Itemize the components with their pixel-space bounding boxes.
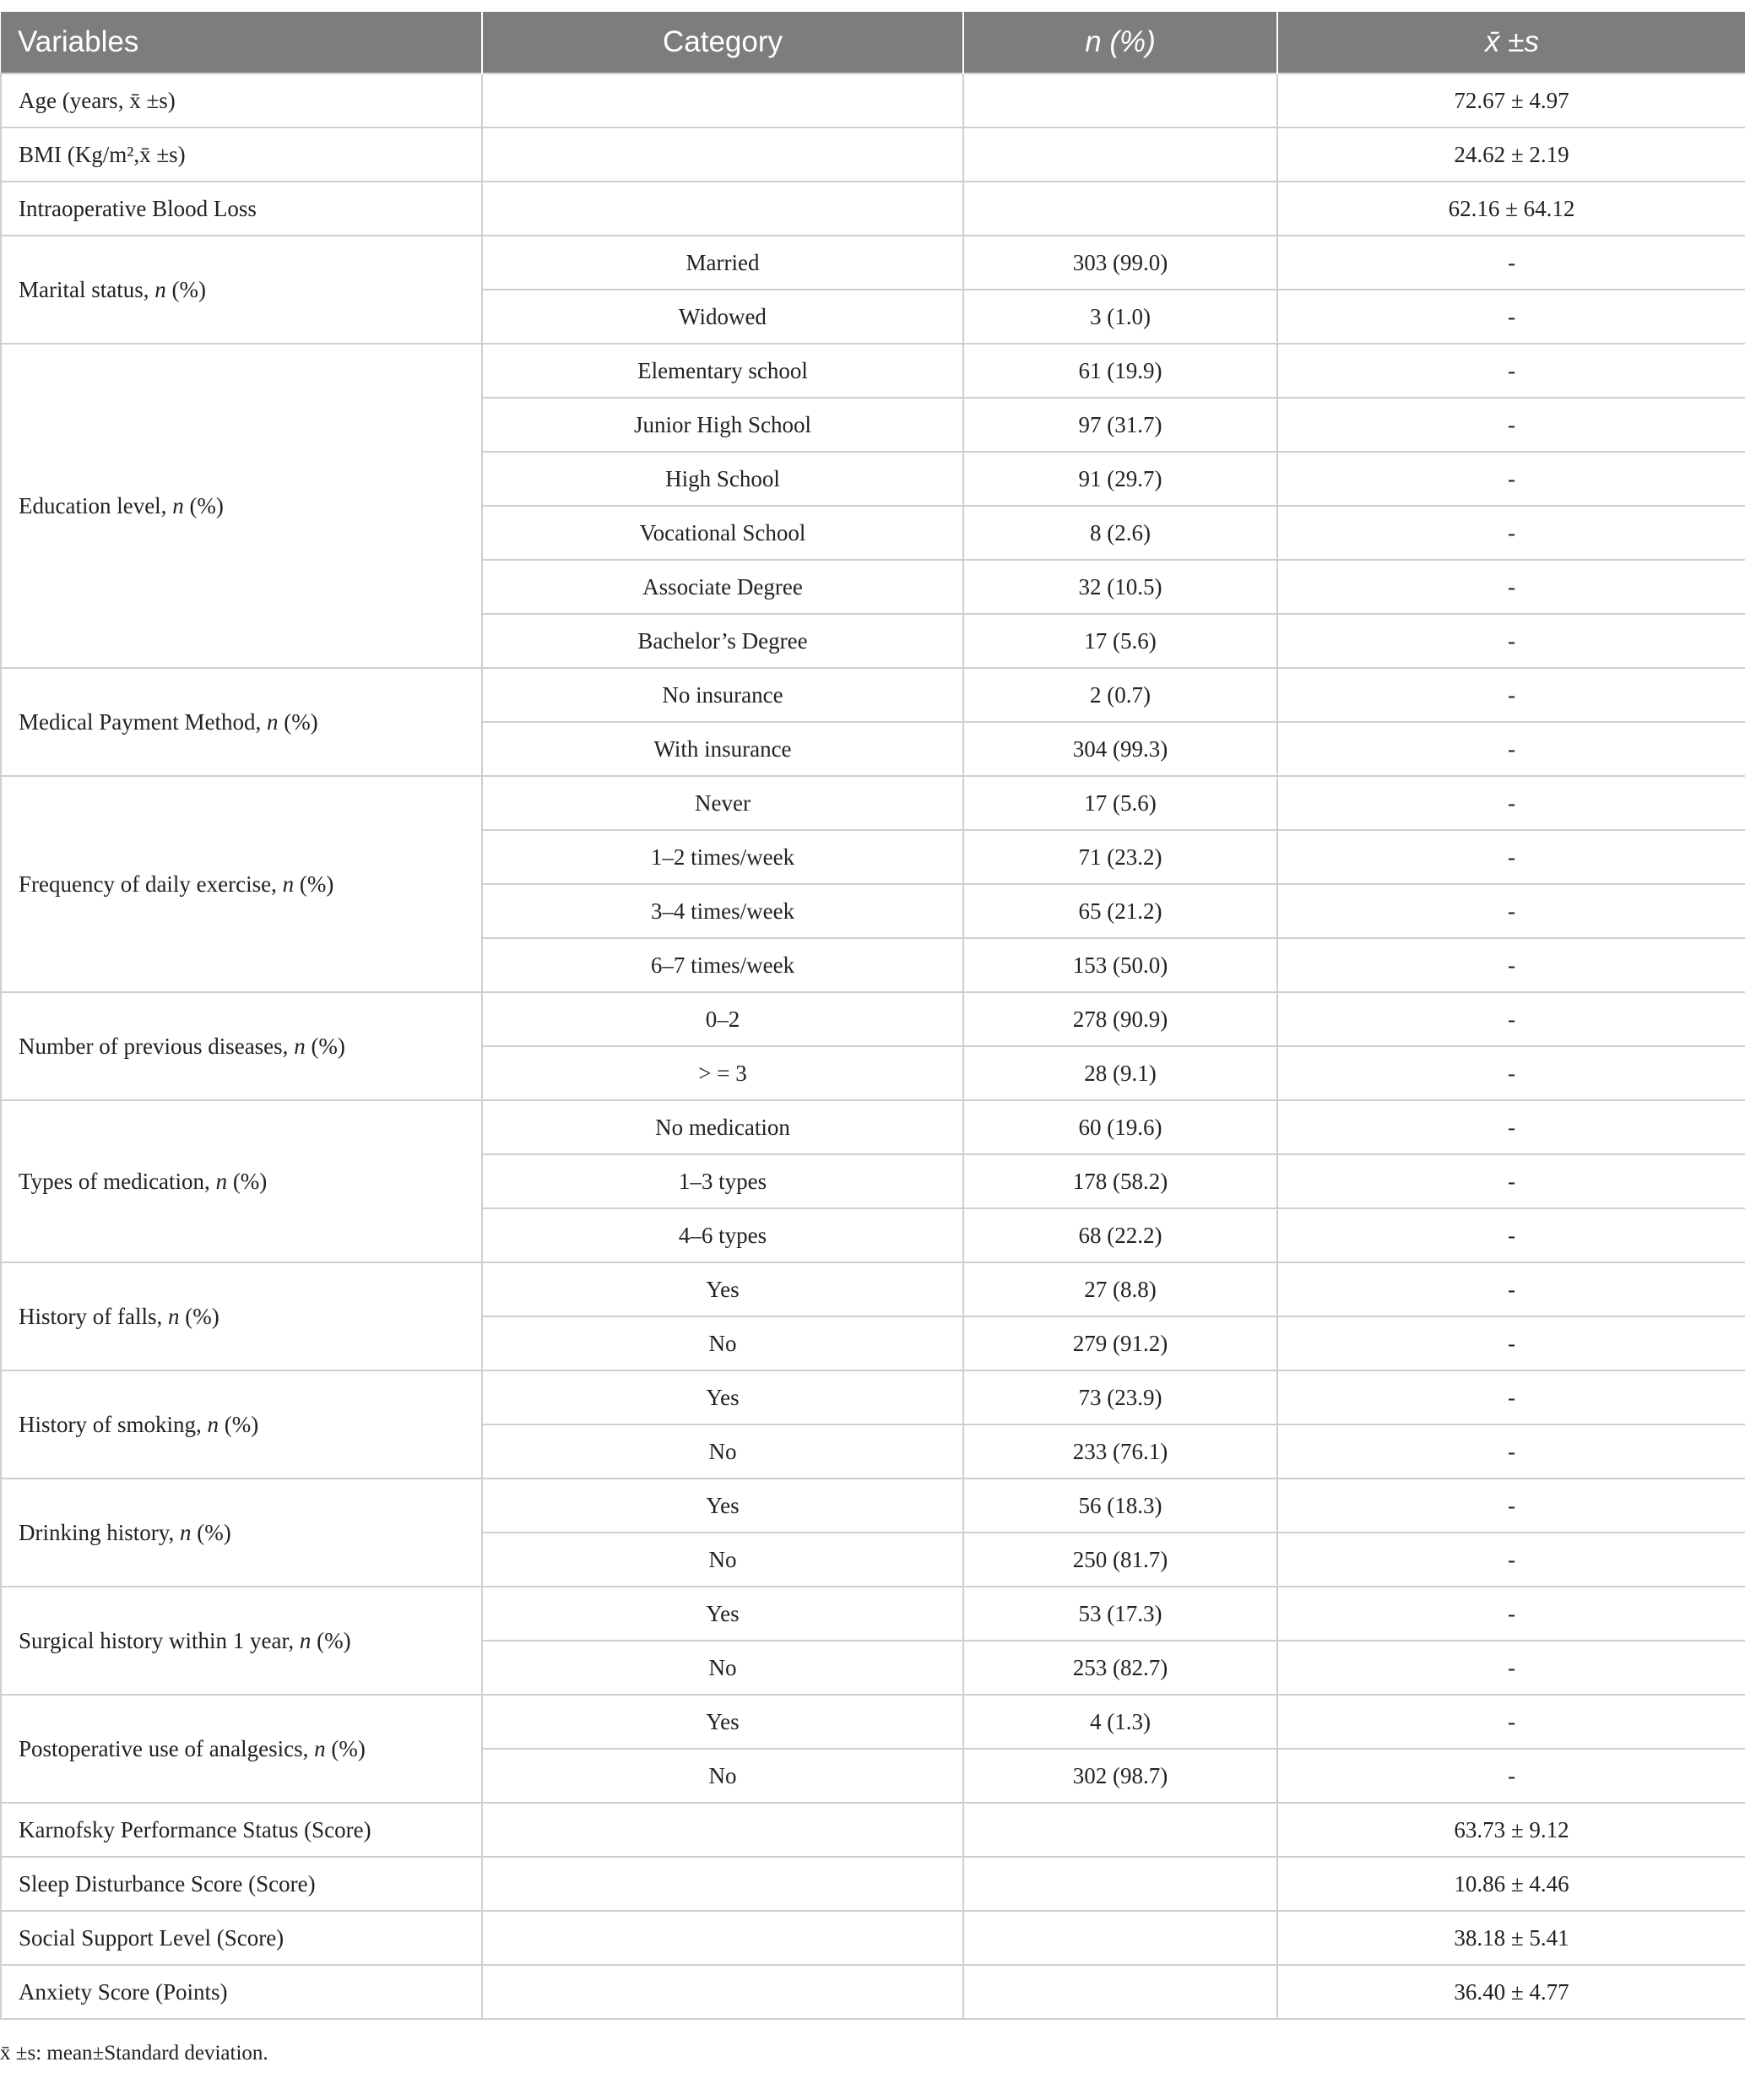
n-percent-cell xyxy=(963,1965,1277,2019)
table-body xyxy=(1,73,1745,2019)
variable-cell: Surgical history within 1 year, n (%) xyxy=(1,1587,482,1695)
mean-sd-cell: - xyxy=(1277,614,1745,668)
category-cell xyxy=(482,1911,963,1965)
mean-sd-cell: 38.18 ± 5.41 xyxy=(1277,1911,1745,1965)
mean-sd-cell: - xyxy=(1277,1100,1745,1154)
n-symbol: n xyxy=(299,1627,312,1653)
table-container xyxy=(0,12,1745,2020)
category-cell: Associate Degree xyxy=(482,560,963,614)
mean-sd-cell: - xyxy=(1277,722,1745,776)
mean-sd-cell: - xyxy=(1277,1208,1745,1262)
n-symbol: n xyxy=(294,1033,306,1059)
mean-sd-cell: 63.73 ± 9.12 xyxy=(1277,1803,1745,1857)
mean-sd-cell: - xyxy=(1277,1533,1745,1587)
category-cell xyxy=(482,128,963,182)
n-percent-cell xyxy=(963,1803,1277,1857)
category-cell: Yes xyxy=(482,1587,963,1641)
category-cell: 6–7 times/week xyxy=(482,938,963,992)
n-percent-cell xyxy=(963,1857,1277,1911)
category-cell: Never xyxy=(482,776,963,830)
n-percent-cell: 233 (76.1) xyxy=(963,1424,1277,1479)
mean-sd-cell: 72.67 ± 4.97 xyxy=(1277,73,1745,128)
header-row xyxy=(1,12,1745,73)
n-percent-cell: 253 (82.7) xyxy=(963,1641,1277,1695)
n-percent-cell: 68 (22.2) xyxy=(963,1208,1277,1262)
table-row xyxy=(1,1370,1745,1424)
category-cell: 1–2 times/week xyxy=(482,830,963,884)
category-cell: 1–3 types xyxy=(482,1154,963,1208)
variable-cell: Marital status, n (%) xyxy=(1,236,482,344)
category-cell: Junior High School xyxy=(482,398,963,452)
mean-sd-cell: 62.16 ± 64.12 xyxy=(1277,182,1745,236)
table-row xyxy=(1,992,1745,1046)
n-percent-cell xyxy=(963,1911,1277,1965)
mean-sd-cell: - xyxy=(1277,1262,1745,1316)
n-percent-cell: 60 (19.6) xyxy=(963,1100,1277,1154)
n-percent-cell: 2 (0.7) xyxy=(963,668,1277,722)
n-symbol: n xyxy=(180,1519,192,1545)
n-percent-cell: 65 (21.2) xyxy=(963,884,1277,938)
n-percent-cell: 304 (99.3) xyxy=(963,722,1277,776)
category-cell xyxy=(482,1803,963,1857)
mean-sd-cell: - xyxy=(1277,560,1745,614)
mean-sd-cell: - xyxy=(1277,668,1745,722)
category-cell: Yes xyxy=(482,1479,963,1533)
variable-cell: Intraoperative Blood Loss xyxy=(1,182,482,236)
n-percent-cell: 303 (99.0) xyxy=(963,236,1277,290)
variable-cell: BMI (Kg/m²,x̄ ±s) xyxy=(1,128,482,182)
n-percent-cell: 91 (29.7) xyxy=(963,452,1277,506)
category-cell: 4–6 types xyxy=(482,1208,963,1262)
category-cell: Widowed xyxy=(482,290,963,344)
header-category: Category xyxy=(482,12,963,73)
category-cell: Elementary school xyxy=(482,344,963,398)
category-cell xyxy=(482,73,963,128)
mean-sd-cell: - xyxy=(1277,344,1745,398)
variable-cell: Social Support Level (Score) xyxy=(1,1911,482,1965)
category-cell: 0–2 xyxy=(482,992,963,1046)
mean-sd-cell: 10.86 ± 4.46 xyxy=(1277,1857,1745,1911)
mean-sd-cell: - xyxy=(1277,884,1745,938)
table-row xyxy=(1,776,1745,830)
mean-sd-cell: - xyxy=(1277,1154,1745,1208)
variable-cell: Karnofsky Performance Status (Score) xyxy=(1,1803,482,1857)
n-percent-cell: 8 (2.6) xyxy=(963,506,1277,560)
category-cell: No insurance xyxy=(482,668,963,722)
table-row xyxy=(1,1695,1745,1749)
mean-sd-cell: - xyxy=(1277,1587,1745,1641)
mean-sd-cell: - xyxy=(1277,992,1745,1046)
n-percent-cell: 302 (98.7) xyxy=(963,1749,1277,1803)
mean-sd-cell: - xyxy=(1277,1316,1745,1370)
header-mean-sd: x̄ ±s xyxy=(1277,12,1745,73)
n-percent-cell xyxy=(963,73,1277,128)
n-percent-cell: 56 (18.3) xyxy=(963,1479,1277,1533)
n-percent-cell: 279 (91.2) xyxy=(963,1316,1277,1370)
mean-sd-cell: - xyxy=(1277,1370,1745,1424)
table-row xyxy=(1,1803,1745,1857)
variable-cell: Number of previous diseases, n (%) xyxy=(1,992,482,1100)
category-cell: With insurance xyxy=(482,722,963,776)
variable-cell: Sleep Disturbance Score (Score) xyxy=(1,1857,482,1911)
n-symbol: n xyxy=(172,492,184,518)
mean-sd-cell: - xyxy=(1277,776,1745,830)
demographics-table xyxy=(0,12,1745,2020)
mean-sd-cell: - xyxy=(1277,1479,1745,1533)
n-symbol: n xyxy=(266,708,279,735)
mean-sd-cell: - xyxy=(1277,236,1745,290)
n-percent-cell: 97 (31.7) xyxy=(963,398,1277,452)
table-row xyxy=(1,1587,1745,1641)
mean-sd-cell: - xyxy=(1277,1046,1745,1100)
n-percent-cell: 71 (23.2) xyxy=(963,830,1277,884)
mean-sd-cell: - xyxy=(1277,290,1745,344)
table-footnote: x̄ ±s: mean±Standard deviation. xyxy=(0,2042,268,2065)
n-percent-cell: 4 (1.3) xyxy=(963,1695,1277,1749)
n-percent-cell: 3 (1.0) xyxy=(963,290,1277,344)
variable-cell: History of falls, n (%) xyxy=(1,1262,482,1370)
header-n-percent: n (%) xyxy=(963,12,1277,73)
category-cell xyxy=(482,182,963,236)
variable-cell: Postoperative use of analgesics, n (%) xyxy=(1,1695,482,1803)
category-cell: Yes xyxy=(482,1262,963,1316)
n-percent-cell: 32 (10.5) xyxy=(963,560,1277,614)
n-percent-cell: 153 (50.0) xyxy=(963,938,1277,992)
n-percent-cell: 250 (81.7) xyxy=(963,1533,1277,1587)
table-row xyxy=(1,182,1745,236)
n-percent-cell: 17 (5.6) xyxy=(963,614,1277,668)
mean-sd-cell: - xyxy=(1277,1424,1745,1479)
mean-sd-cell: - xyxy=(1277,938,1745,992)
n-percent-cell: 178 (58.2) xyxy=(963,1154,1277,1208)
n-percent-cell: 17 (5.6) xyxy=(963,776,1277,830)
table-row xyxy=(1,344,1745,398)
table-row xyxy=(1,1857,1745,1911)
n-percent-cell xyxy=(963,128,1277,182)
category-cell: No xyxy=(482,1316,963,1370)
category-cell: Yes xyxy=(482,1695,963,1749)
n-percent-cell: 61 (19.9) xyxy=(963,344,1277,398)
category-cell: No xyxy=(482,1641,963,1695)
n-percent-cell: 73 (23.9) xyxy=(963,1370,1277,1424)
table-row xyxy=(1,1965,1745,2019)
variable-cell: Frequency of daily exercise, n (%) xyxy=(1,776,482,992)
table-row xyxy=(1,128,1745,182)
n-symbol: n xyxy=(215,1168,228,1194)
n-symbol: n xyxy=(282,871,295,897)
variable-cell: History of smoking, n (%) xyxy=(1,1370,482,1479)
n-percent-cell xyxy=(963,182,1277,236)
mean-sd-cell: - xyxy=(1277,1695,1745,1749)
n-percent-cell: 27 (8.8) xyxy=(963,1262,1277,1316)
table-header xyxy=(1,12,1745,73)
variable-cell: Medical Payment Method, n (%) xyxy=(1,668,482,776)
n-percent-cell: 278 (90.9) xyxy=(963,992,1277,1046)
n-symbol: n xyxy=(154,276,166,302)
mean-sd-cell: - xyxy=(1277,830,1745,884)
variable-cell: Drinking history, n (%) xyxy=(1,1479,482,1587)
table-row xyxy=(1,236,1745,290)
variable-cell: Age (years, x̄ ±s) xyxy=(1,73,482,128)
category-cell: Married xyxy=(482,236,963,290)
category-cell: Bachelor’s Degree xyxy=(482,614,963,668)
category-cell: No medication xyxy=(482,1100,963,1154)
category-cell xyxy=(482,1965,963,2019)
n-symbol: n xyxy=(207,1411,219,1437)
mean-sd-cell: - xyxy=(1277,452,1745,506)
table-row xyxy=(1,73,1745,128)
mean-sd-cell: 36.40 ± 4.77 xyxy=(1277,1965,1745,2019)
category-cell: No xyxy=(482,1424,963,1479)
variable-cell: Types of medication, n (%) xyxy=(1,1100,482,1262)
n-percent-cell: 53 (17.3) xyxy=(963,1587,1277,1641)
variable-cell: Education level, n (%) xyxy=(1,344,482,668)
category-cell: No xyxy=(482,1533,963,1587)
n-percent-cell: 28 (9.1) xyxy=(963,1046,1277,1100)
variable-cell: Anxiety Score (Points) xyxy=(1,1965,482,2019)
mean-sd-cell: - xyxy=(1277,1749,1745,1803)
table-row xyxy=(1,1479,1745,1533)
category-cell: Yes xyxy=(482,1370,963,1424)
n-symbol: n xyxy=(314,1735,326,1761)
category-cell: Vocational School xyxy=(482,506,963,560)
category-cell: No xyxy=(482,1749,963,1803)
mean-sd-cell: 24.62 ± 2.19 xyxy=(1277,128,1745,182)
table-row xyxy=(1,1911,1745,1965)
mean-sd-cell: - xyxy=(1277,398,1745,452)
table-row xyxy=(1,1100,1745,1154)
n-symbol: n xyxy=(167,1303,180,1329)
table-row xyxy=(1,1262,1745,1316)
header-variables: Variables xyxy=(1,12,482,73)
category-cell xyxy=(482,1857,963,1911)
table-row xyxy=(1,668,1745,722)
category-cell: High School xyxy=(482,452,963,506)
category-cell: 3–4 times/week xyxy=(482,884,963,938)
mean-sd-cell: - xyxy=(1277,506,1745,560)
category-cell: > = 3 xyxy=(482,1046,963,1100)
mean-sd-cell: - xyxy=(1277,1641,1745,1695)
